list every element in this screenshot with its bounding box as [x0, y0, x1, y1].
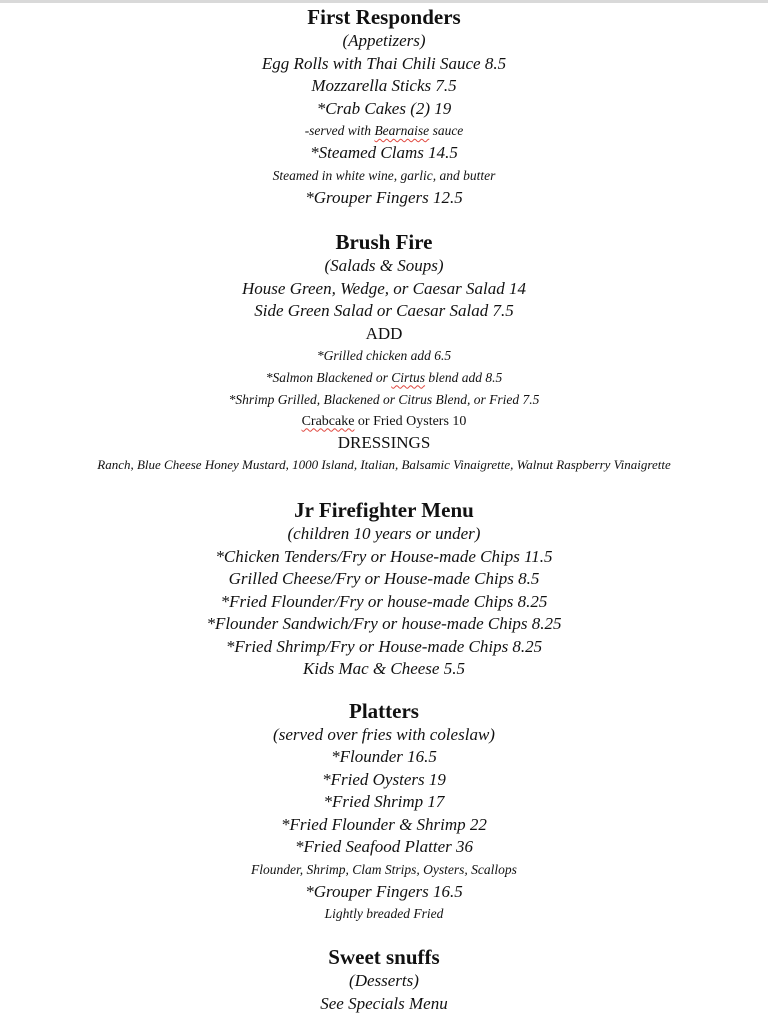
section-subtitle: (Appetizers) [0, 30, 768, 53]
item-note: Lightly breaded Fried [0, 903, 768, 925]
add-text: or Fried Oysters 10 [354, 414, 466, 429]
menu-item: House Green, Wedge, or Caesar Salad 14 [0, 278, 768, 301]
add-item: *Grilled chicken add 6.5 [0, 345, 768, 367]
add-item [0, 411, 768, 432]
menu-item: *Fried Flounder & Shrimp 22 [0, 814, 768, 837]
menu-item: Kids Mac & Cheese 5.5 [0, 658, 768, 681]
section-subtitle: (children 10 years or under) [0, 523, 768, 546]
menu-item: Mozzarella Sticks 7.5 [0, 75, 768, 98]
add-item: *Shrimp Grilled, Blackened or Citrus Blend, or Fried 7.5 [0, 389, 768, 411]
section-jr-firefighter [0, 497, 768, 681]
add-label: ADD [0, 323, 768, 345]
menu-item: *Fried Oysters 19 [0, 769, 768, 792]
menu-item: *Grouper Fingers 16.5 [0, 881, 768, 904]
section-title: First Responders [0, 4, 768, 30]
misspelled-word[interactable]: Cirtus [391, 370, 425, 385]
menu-item: *Grouper Fingers 12.5 [0, 187, 768, 210]
dressings-label: DRESSINGS [0, 432, 768, 454]
dressings-list: Ranch, Blue Cheese Honey Mustard, 1000 Island, Italian, Balsamic Vinaigrette, Walnut Raspberry Vinaigrette [0, 454, 768, 476]
item-note: Steamed in white wine, garlic, and butter [0, 165, 768, 187]
menu-item: *Flounder Sandwich/Fry or house-made Chips 8.25 [0, 613, 768, 636]
menu-item: *Crab Cakes (2) 19 [0, 98, 768, 121]
top-border [0, 0, 768, 3]
menu-item: *Fried Seafood Platter 36 [0, 836, 768, 859]
section-title: Platters [0, 698, 768, 724]
misspelled-word[interactable]: Bearnaise [374, 123, 429, 138]
menu-item: See Specials Menu [0, 993, 768, 1015]
section-sweet-snuffs [0, 944, 768, 1015]
section-subtitle: (served over fries with coleslaw) [0, 724, 768, 747]
menu-item: *Steamed Clams 14.5 [0, 142, 768, 165]
item-note [0, 120, 768, 142]
misspelled-word[interactable]: Crabcake [302, 414, 355, 429]
menu-item: *Fried Shrimp 17 [0, 791, 768, 814]
menu-item: Grilled Cheese/Fry or House-made Chips 8.5 [0, 568, 768, 591]
item-note: Flounder, Shrimp, Clam Strips, Oysters, Scallops [0, 859, 768, 881]
menu-item: Egg Rolls with Thai Chili Sauce 8.5 [0, 53, 768, 76]
menu-item: *Fried Flounder/Fry or house-made Chips 8.25 [0, 591, 768, 614]
menu-item: *Chicken Tenders/Fry or House-made Chips 11.5 [0, 546, 768, 569]
section-subtitle: (Desserts) [0, 970, 768, 993]
section-brush-fire [0, 229, 768, 475]
section-first-responders [0, 4, 768, 209]
note-text: sauce [429, 123, 463, 138]
menu-item: *Flounder 16.5 [0, 746, 768, 769]
section-platters [0, 698, 768, 926]
menu-item: *Fried Shrimp/Fry or House-made Chips 8.25 [0, 636, 768, 659]
add-item [0, 367, 768, 389]
add-text: blend add 8.5 [425, 370, 502, 385]
add-text: *Salmon Blackened or [266, 370, 392, 385]
section-title: Brush Fire [0, 229, 768, 255]
note-text: -served with [305, 123, 375, 138]
section-title: Sweet snuffs [0, 944, 768, 970]
section-subtitle: (Salads & Soups) [0, 255, 768, 278]
menu-item: Side Green Salad or Caesar Salad 7.5 [0, 300, 768, 323]
section-title: Jr Firefighter Menu [0, 497, 768, 523]
